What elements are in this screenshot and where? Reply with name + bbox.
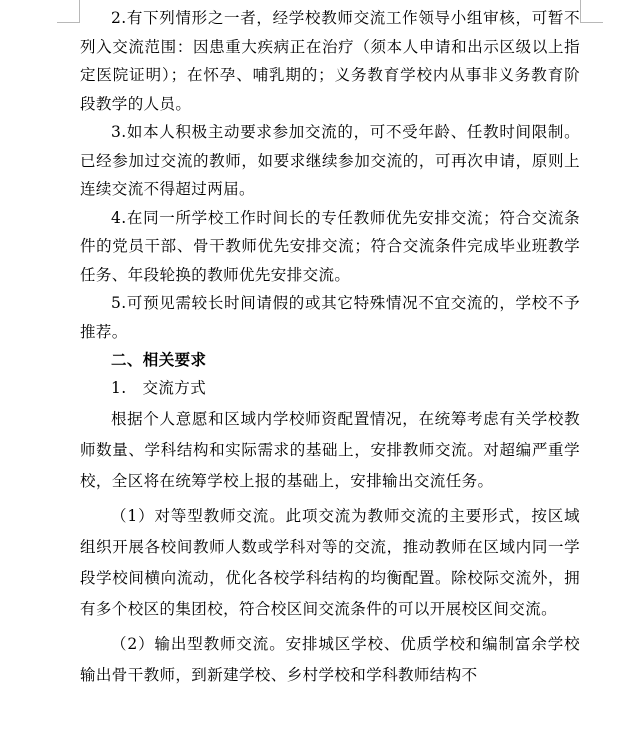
margin-corner-mark-left (57, 0, 80, 23)
intro-paragraph: 根据个人意愿和区域内学校师资配置情况，在统筹考虑有关学校教师数量、学科结构和实际需求的基础上，安排教师交流。对超编严重学校，全区将在统筹学校上报的基础上，安排输出交流任务。 (80, 410, 580, 490)
list-item-4: 4.在同一所学校工作时间长的专任教师优先安排交流；符合交流条件的党员干部、骨干教师优先安排交流；符合交流条件完成毕业班教学任务、年段轮换的教师优先安排交流。 (80, 208, 580, 284)
type1-paragraph: （1）对等型教师交流。此项交流为教师交流的主要形式，按区域组织开展各校间教师人数或学科对等的交流，推动教师在区域内同一学段学校间横向流动，优化各校学科结构的均衡配置。除校际交流外，拥有多个校区的集团校，符合校区间交流条件的可以开展校区间交流。 (80, 507, 580, 618)
list-item-5: 5.可预见需较长时间请假的或其它特殊情况不宜交流的，学校不予推荐。 (80, 294, 580, 341)
type2-paragraph: （2）输出型教师交流。安排城区学校、优质学校和编制富余学校输出骨干教师，到新建学校、乡村学校和学科教师结构不 (80, 635, 580, 684)
subsection-heading: 1. 交流方式 (111, 379, 207, 397)
document-body (80, 4, 580, 691)
list-item-2: 2.有下列情形之一者，经学校教师交流工作领导小组审核，可暂不列入交流范围：因患重大疾病正在治疗（须本人申请和出示区级以上指定医院证明）；在怀孕、哺乳期的；义务教育学校内从事非义务教育阶段教学的人员。 (80, 9, 580, 113)
margin-corner-mark-right (580, 0, 603, 23)
list-item-3: 3.如本人积极主动要求参加交流的，可不受年龄、任教时间限制。已经参加过交流的教师，如要求继续参加交流的，可再次申请，原则上连续交流不得超过两届。 (80, 123, 580, 198)
section-heading: 二、相关要求 (111, 351, 207, 369)
